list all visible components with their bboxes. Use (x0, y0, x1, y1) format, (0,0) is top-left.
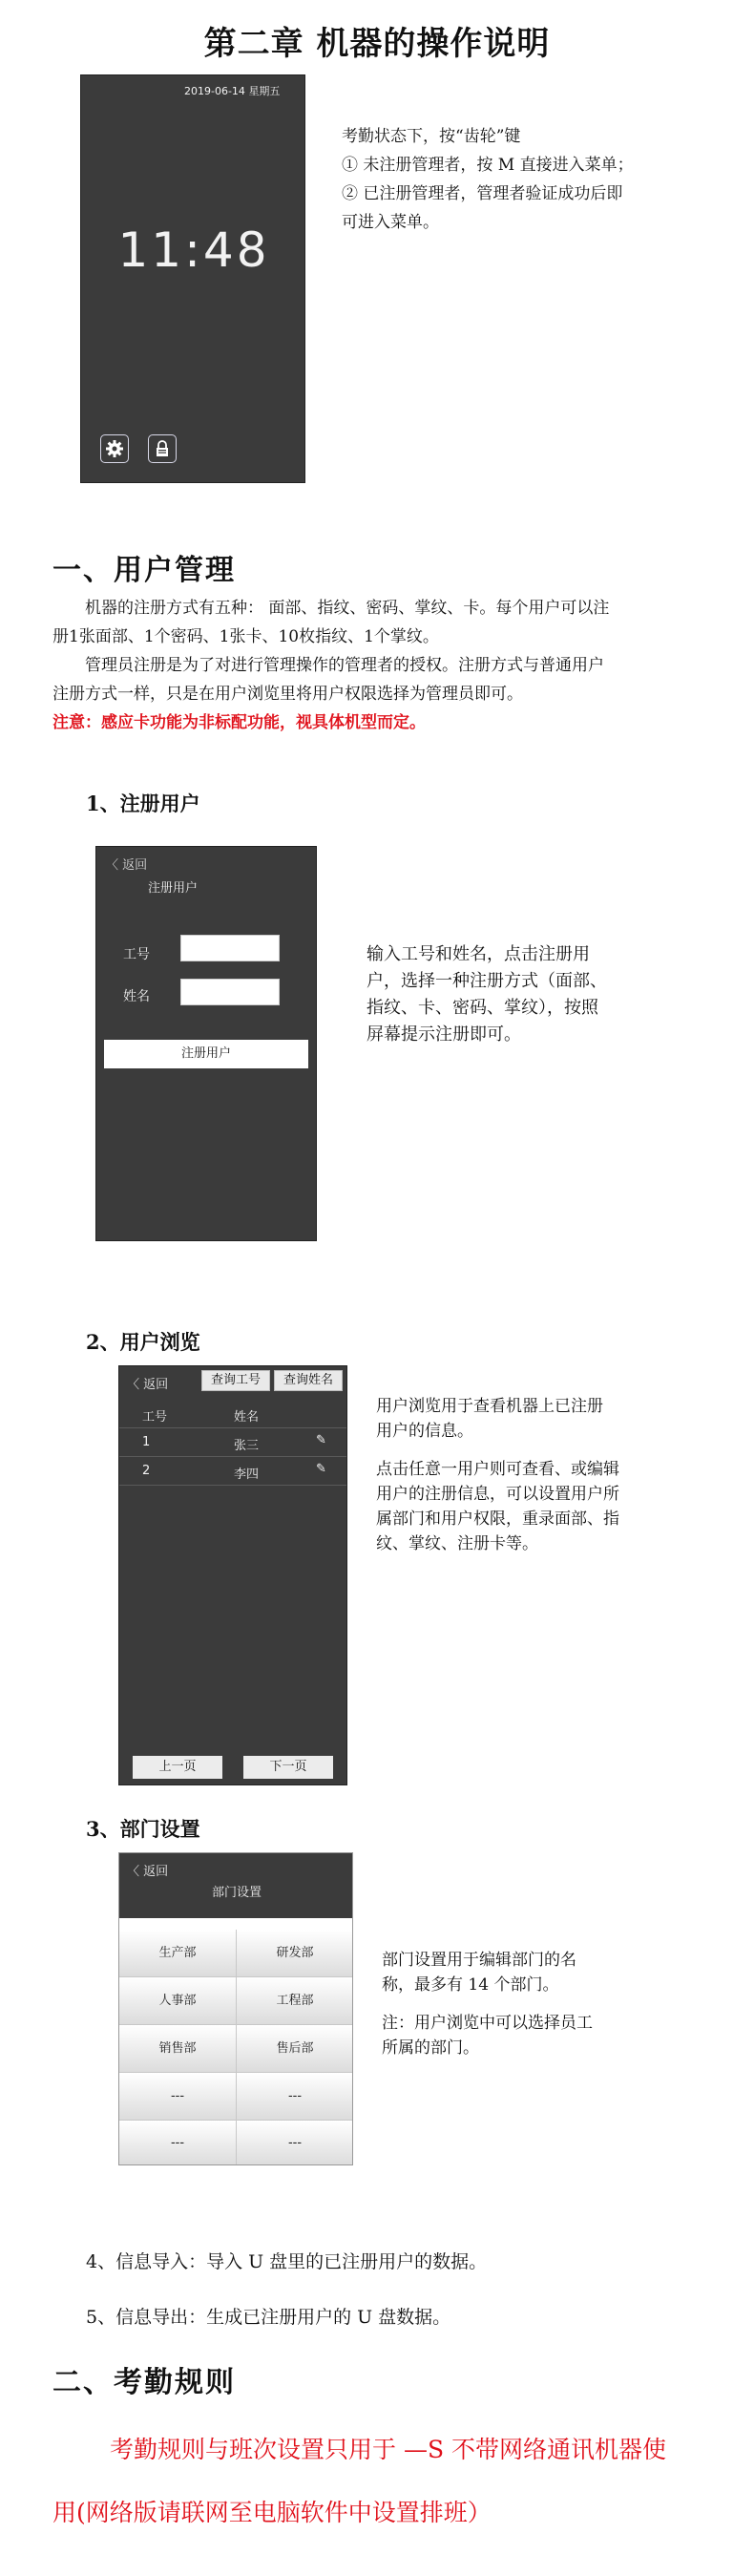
main-screen-mockup (80, 74, 305, 483)
desc-line: 用户浏览用于查看机器上已注册 (376, 1397, 603, 1416)
intro-line: 考勤状态下，按“齿轮”键 (342, 127, 521, 146)
note-text: 注意：感应卡功能为非标配功能，视具体机型而定。 (52, 713, 426, 732)
register-description (367, 941, 748, 1048)
row-id: 1 (142, 1435, 151, 1449)
edit-icon: ✎ (316, 1433, 326, 1447)
dept-cell[interactable]: 售后部 (237, 2025, 353, 2073)
desc-line: 部门设置用于编辑部门的名 (382, 1951, 576, 1970)
screen-title: 部门设置 (211, 1886, 262, 1900)
screen-title: 注册用户 (147, 881, 198, 896)
para-line: 管理员注册是为了对进行管理操作的管理者的授权。注册方式与普通用户 (85, 656, 604, 675)
id-input[interactable] (180, 935, 280, 961)
query-id-button[interactable]: 查询工号 (201, 1370, 270, 1391)
dept-cell[interactable]: 生产部 (119, 1930, 237, 1977)
export-line: 5、信息导出：生成已注册用户的 U 盘数据。 (86, 2307, 451, 2328)
desc-line: 用户的信息。 (376, 1422, 473, 1441)
lock-button[interactable] (148, 434, 177, 463)
back-link[interactable]: 〈 返回 (127, 1865, 169, 1879)
desc-line: 所属的部门。 (382, 2038, 479, 2058)
desc-line: 称，最多有 14 个部门。 (382, 1975, 559, 1995)
dept-header (119, 1853, 353, 1918)
gear-button[interactable] (100, 434, 129, 463)
date-value: 2019-06-14 (184, 85, 245, 97)
row-name: 李四 (234, 1467, 260, 1482)
divider (119, 1485, 347, 1486)
dept-cell[interactable]: --- (237, 2073, 353, 2121)
attendance-note-line2: 用(网络版请联网至电脑软件中设置排班） (52, 2499, 492, 2526)
dept-cell[interactable]: 人事部 (119, 1977, 237, 2025)
desc-line: 属部门和用户权限，重录面部、指 (376, 1510, 619, 1529)
table-row[interactable] (119, 1427, 347, 1456)
intro-line: ① 未注册管理者，按 M 直接进入菜单； (342, 156, 634, 175)
date-text (184, 83, 280, 98)
register-screen-mockup (95, 846, 317, 1241)
section-heading-attendance-rules: 二、考勤规则 (52, 2366, 236, 2399)
dept-description (382, 1948, 750, 2060)
intro-line: 可进入菜单。 (342, 213, 439, 232)
edit-icon: ✎ (316, 1462, 326, 1476)
dept-cell[interactable]: --- (119, 2073, 237, 2121)
row-id: 2 (142, 1464, 151, 1478)
desc-line: 输入工号和姓名，点击注册用 (367, 944, 590, 964)
dept-cell[interactable]: 销售部 (119, 2025, 237, 2073)
query-name-button[interactable]: 查询姓名 (274, 1370, 343, 1391)
back-link[interactable]: 〈 返回 (106, 858, 148, 873)
desc-line: 注：用户浏览中可以选择员工 (382, 2014, 593, 2033)
name-input[interactable] (180, 979, 280, 1005)
desc-line: 点击任意一用户则可查看、或编辑 (376, 1460, 619, 1479)
para-line: 注册方式一样，只是在用户浏览里将用户权限选择为管理员即可。 (52, 685, 523, 704)
section1-body (52, 594, 740, 737)
back-link[interactable]: 〈 返回 (127, 1378, 169, 1392)
section-heading-user-management: 一、用户管理 (52, 554, 236, 587)
name-label: 姓名 (123, 989, 150, 1004)
browse-description (376, 1394, 750, 1556)
column-header-id: 工号 (142, 1410, 168, 1425)
lock-icon (153, 439, 172, 458)
prev-page-button[interactable]: 上一页 (133, 1756, 222, 1779)
id-label: 工号 (123, 947, 150, 962)
desc-line: 户，选择一种注册方式（面部、 (367, 971, 607, 991)
desc-line: 屏幕提示注册即可。 (367, 1024, 521, 1045)
chapter-title: 第二章 机器的操作说明 (203, 25, 551, 63)
gear-icon (105, 439, 124, 458)
browse-screen-mockup (118, 1365, 347, 1785)
next-page-button[interactable]: 下一页 (243, 1756, 333, 1779)
para-line: 机器的注册方式有五种： 面部、指纹、密码、掌纹、卡。每个用户可以注 (85, 599, 610, 618)
subheading-register-user: 1、注册用户 (86, 792, 200, 815)
desc-line: 指纹、卡、密码、掌纹），按照 (367, 998, 598, 1018)
dept-cell[interactable]: --- (237, 2121, 353, 2165)
dept-screen-mockup (118, 1852, 353, 2165)
import-line: 4、信息导入：导入 U 盘里的已注册用户的数据。 (86, 2251, 488, 2272)
desc-line: 纹、掌纹、注册卡等。 (376, 1534, 538, 1553)
desc-line: 用户的注册信息，可以设置用户所 (376, 1485, 619, 1504)
dept-cell[interactable]: --- (119, 2121, 237, 2165)
intro-line: ② 已注册管理者，管理者验证成功后即 (342, 184, 623, 203)
attendance-note-line1: 考勤规则与班次设置只用于 —S 不带网络通讯机器使 (110, 2436, 667, 2463)
table-row[interactable] (119, 1456, 347, 1485)
row-name: 张三 (234, 1439, 260, 1453)
weekday-value: 星期五 (248, 85, 281, 97)
dept-cell[interactable]: 研发部 (237, 1930, 353, 1977)
para-line: 册1张面部、1个密码、1张卡、10枚指纹、1个掌纹。 (52, 627, 439, 646)
intro-text (342, 122, 743, 237)
register-button[interactable]: 注册用户 (104, 1040, 308, 1068)
subheading-department-settings: 3、部门设置 (86, 1817, 200, 1841)
clock-time: 11:48 (117, 222, 270, 278)
column-header-name: 姓名 (234, 1410, 260, 1425)
dept-cell[interactable]: 工程部 (237, 1977, 353, 2025)
subheading-user-browse: 2、用户浏览 (86, 1330, 200, 1354)
